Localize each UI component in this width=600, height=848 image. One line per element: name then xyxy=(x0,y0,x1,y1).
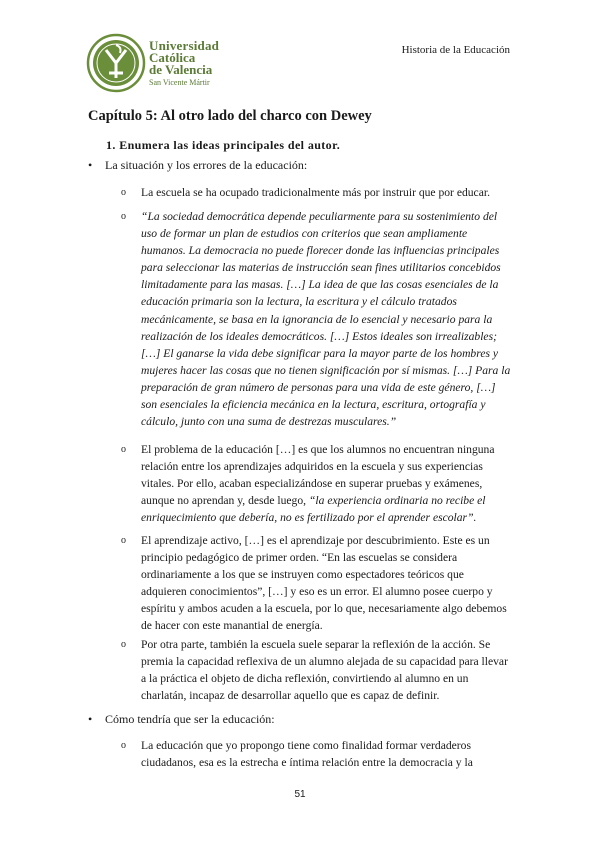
sub-bullet-marker: o xyxy=(121,211,126,222)
item-text: El aprendizaje activo, […] es el aprendizaje por descubrimiento. Este es un principio pedagógico de primer orden. “En las escuelas se considera ordinariamente a los que se instruyen como espectadores teóricos que adquieren conocimientos”, […] y eso es un error. El alumno posee cuerpo y espíritu y ambos acuden a la escuela, por lo que, necesariamente algo debemos de hacer con este manantial de energía. xyxy=(141,534,507,633)
bullet-marker: • xyxy=(88,712,93,726)
course-title: Historia de la Educación xyxy=(401,44,510,56)
item-quote: “La sociedad democrática depende peculiarmente para su sostenimiento del uso de formar un plan de estudios con criterios que sean ampliamente humanos. La democracia no puede florecer donde las influencias principales para seleccionar las materias de instrucción sean fines utilitarios concebidos limitadamente para las masas. […] La idea de que las cosas esenciales de la educación primaria son la lectura, la escritura y el cálculo tratados mecánicamente, se basa en la ignorancia de lo esencial y necesario para la realización de los ideales democráticos. […] Estos ideales son irrealizables; […] El ganarse la vida debe significar para la mayor parte de los hombres y mujeres hacer las cosas que no tienen significación por sí mismas. […] Para la preparación de gran número de personas para una vida de este género, […] son esenciales la eficiencia mecánica en la lectura, escritura, ortografía y cálculo, junto con una suma de destrezas musculares.” xyxy=(141,210,511,429)
item-text: Por otra parte, también la escuela suele separar la reflexión de la acción. Se premia la capacidad reflexiva de un alumno alejada de su capacidad para llevar a la práctica el objeto de dicha reflexión, convirtiendo al alumno en un charlatán, incapaz de desarrollar aquello que es capaz de definir. xyxy=(141,638,508,703)
sub-bullet-marker: o xyxy=(121,535,126,546)
item-text: La escuela se ha ocupado tradicionalmente más por instruir que por educar. xyxy=(141,186,490,199)
university-name xyxy=(149,40,219,89)
university-seal-icon xyxy=(86,33,146,93)
chapter-title: Capítulo 5: Al otro lado del charco con Dewey xyxy=(88,108,372,124)
list-item xyxy=(121,636,511,704)
university-name-line4: San Vicente Mártir xyxy=(149,78,210,87)
item-text: La educación que yo propongo tiene como finalidad formar verdaderos ciudadanos, esa es la estrecha e íntima relación entre la democracia y la xyxy=(141,739,473,770)
sub-bullet-marker: o xyxy=(121,444,126,455)
item-text-quote: “la experiencia ordinaria no recibe el enriquecimiento que debería, no es fertilizado por el aprender escolar”. xyxy=(141,494,486,525)
university-name-line2: Católica xyxy=(149,50,196,65)
item-text-plain: El problema de la educación […] es que los alumnos no encuentran ninguna relación entre los aprendizajes adquiridos en la escuela y sus experiencias vitales. Por ello, acaban especializándose en superar pruebas y exámenes, aunque no aprendan y, desde luego, xyxy=(141,443,495,508)
list-item xyxy=(121,532,511,635)
question-heading: 1. Enumera las ideas principales del autor. xyxy=(106,138,341,152)
section-heading: Cómo tendría que ser la educación: xyxy=(105,712,275,726)
university-name-line1: Universidad xyxy=(149,38,220,53)
sub-bullet-marker: o xyxy=(121,639,126,650)
sub-bullet-marker: o xyxy=(121,740,126,751)
list-item xyxy=(121,441,511,526)
list-item xyxy=(121,184,511,201)
sub-bullet-marker: o xyxy=(121,187,126,198)
bullet-marker: • xyxy=(88,158,93,172)
list-item xyxy=(121,208,511,430)
university-name-line3: de Valencia xyxy=(149,62,213,77)
list-item xyxy=(121,737,511,771)
item-text xyxy=(141,441,511,526)
page-number: 51 xyxy=(294,789,306,800)
section-heading: La situación y los errores de la educación: xyxy=(105,158,308,172)
